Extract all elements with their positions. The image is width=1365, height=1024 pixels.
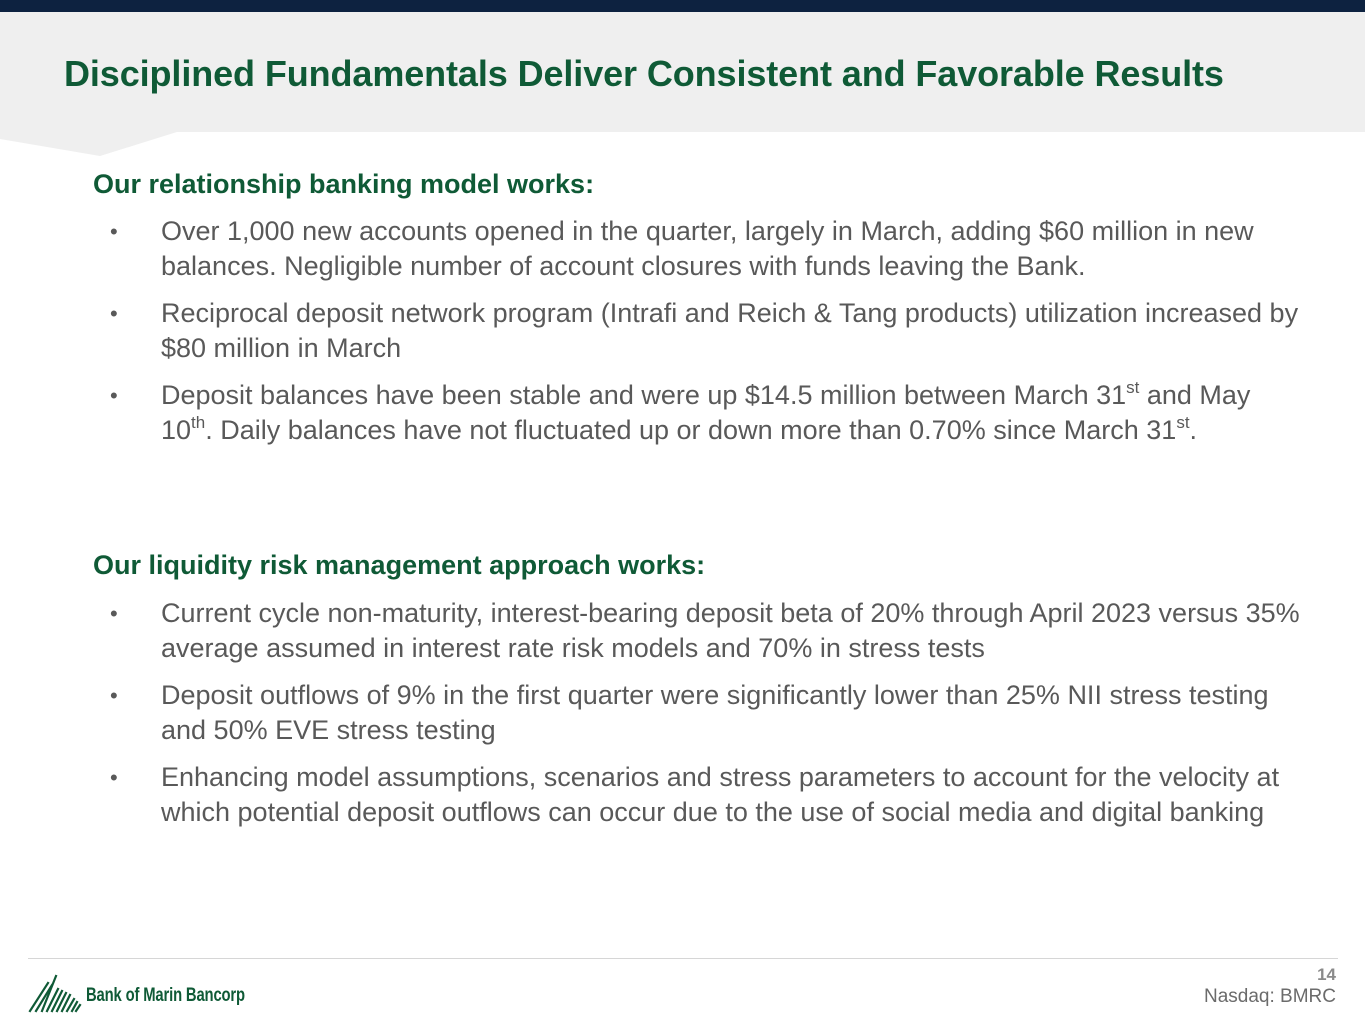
bullet-text: Reciprocal deposit network program (Intrafi and Reich & Tang products) utilization increased by $80 million in March [161,298,1299,363]
banking-model-bullet-list [0,214,1365,460]
bullet-text: Deposit outflows of 9% in the first quarter were significantly lower than 25% NII stress testing and 50% EVE stress testing [161,680,1269,745]
logo-wordmark: Bank of Marin Bancorp [86,985,245,1006]
bullet-marker: • [110,301,118,326]
bullet-marker: • [110,219,118,244]
page-number: 14 [1317,965,1336,984]
bullet-item [0,378,1365,448]
bullet-item [0,214,1365,284]
bullet-text: Over 1,000 new accounts opened in the quarter, largely in March, adding $60 million in new balances. Negligible number of account closures with funds leaving the Bank. [161,216,1254,281]
top-accent-bar [0,0,1365,12]
tree-logo-icon [28,971,84,1015]
bullet-text: Deposit balances have been stable and were up $14.5 million between March 31st and May 10th. Daily balances have not fluctuated up or down more than 0.70% since March 31st. [161,378,1251,445]
bullet-text: Current cycle non-maturity, interest-bearing deposit beta of 20% through April 2023 versus 35% average assumed in interest rate risk models and 70% in stress tests [161,598,1300,663]
company-logo [28,971,268,1015]
bullet-marker: • [110,601,118,626]
bullet-item [0,678,1365,748]
title-banner [0,12,1365,132]
section-heading-liquidity-risk: Our liquidity risk management approach works: [93,550,706,580]
bullet-marker: • [110,765,118,790]
bullet-marker: • [110,383,118,408]
bullet-item [0,760,1365,830]
banner-notch [0,131,200,159]
bullet-marker: • [110,683,118,708]
liquidity-risk-bullet-list [0,596,1365,842]
bullet-item [0,296,1365,366]
bullet-text: Enhancing model assumptions, scenarios and stress parameters to account for the velocity at which potential deposit outflows can occur due to the use of social media and digital banking [161,762,1280,827]
section-heading-banking-model: Our relationship banking model works: [93,169,595,199]
slide-title: Disciplined Fundamentals Deliver Consistent and Favorable Results [64,53,1224,94]
footer-divider [28,958,1338,959]
stock-ticker: Nasdaq: BMRC [1204,986,1336,1007]
bullet-item [0,596,1365,666]
